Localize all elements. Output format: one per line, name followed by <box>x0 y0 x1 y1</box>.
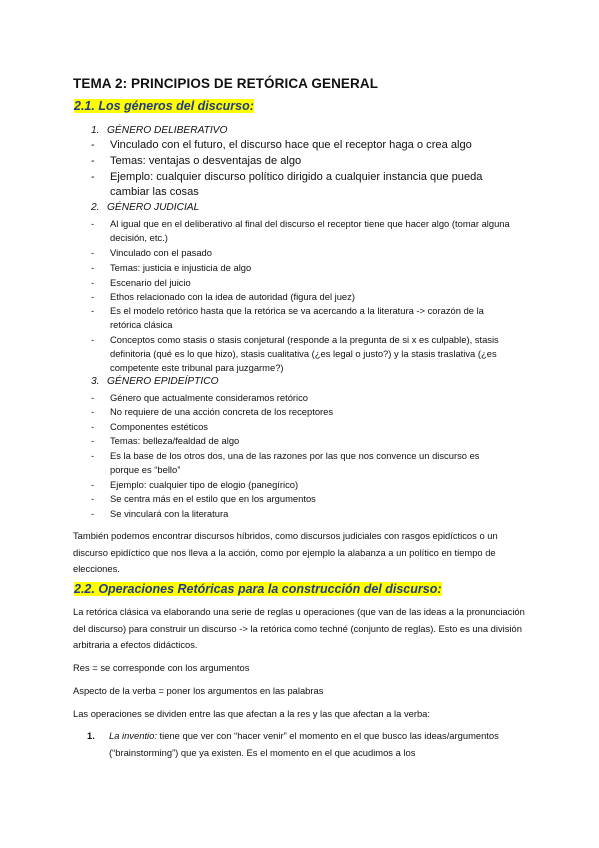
subheading-deliberativo: 1. GÉNERO DELIBERATIVO <box>91 125 228 136</box>
list-item: - Ejemplo: cualquier discurso político dirigido a cualquier instancia que pueda cambiar las cosas <box>91 171 483 198</box>
list-item: - Temas: belleza/fealdad de algo <box>91 435 240 446</box>
paragraph-hybrid: También podemos encontrar discursos híbridos, como discursos judiciales con rasgos epidícticos o un discurso epidíctico que nos lleva a la acción, como por ejemplo la alabanza a un político en tiempo de elecciones. <box>73 530 498 574</box>
list-item: - Es la base de los otros dos, una de las razones por las que nos convence un discurso es porque es “bello” <box>91 450 480 475</box>
list-item: - Género que actualmente consideramos retórico <box>91 392 309 403</box>
list-item: - Vinculado con el futuro, el discurso hace que el receptor haga o crea algo <box>91 139 472 151</box>
list-item: - Vinculado con el pasado <box>91 247 212 258</box>
section-heading-generos: 2.1. Los géneros del discurso: <box>74 99 254 113</box>
list-item: - Es el modelo retórico hasta que la retórica se va acercando a la literatura -> corazón de la retórica clásica <box>91 305 484 330</box>
subheading-epideictico: 3. GÉNERO EPIDEÍPTICO <box>91 376 219 387</box>
list-item: - No requiere de una acción concreta de los receptores <box>91 406 334 417</box>
paragraph-operaciones: Las operaciones se dividen entre las que afectan a la res y las que afectan a la verba: <box>73 708 430 719</box>
page-title: TEMA 2: PRINCIPIOS DE RETÓRICA GENERAL <box>73 76 379 91</box>
paragraph-res: Res = se corresponde con los argumentos <box>73 662 250 673</box>
list-item: - Se vinculará con la literatura <box>91 508 229 519</box>
paragraph-verba: Aspecto de la verba = poner los argumentos en las palabras <box>73 685 324 696</box>
list-item: - Conceptos como stasis o stasis conjetural (responde a la pregunta de si x es culpable), stasis definitoria (qué es lo que hizo), stasis cualitativa (¿es legal o justo?) y la stasis traslativa (¿es competente este tribunal para juzgarme?) <box>91 334 499 373</box>
paragraph-intro: La retórica clásica va elaborando una serie de reglas u operaciones (que van de las ideas a la pronunciación del discurso) para construir un discurso -> la retórica como techné (conjunto de reglas). Esto es una división arbitraria a efectos didácticos. <box>73 606 525 650</box>
section-heading-operaciones: 2.2. Operaciones Retóricas para la construcción del discurso: <box>74 582 442 596</box>
list-item: - Ethos relacionado con la idea de autoridad (figura del juez) <box>91 291 355 302</box>
subheading-judicial: 2. GÉNERO JUDICIAL <box>91 202 200 213</box>
list-item-inventio: 1. La inventio: tiene que ver con “hacer venir” el momento en el que busco las ideas/argumentos (“brainstorming”) que ya existen. Es el momento en el que acudimos a los <box>87 730 499 758</box>
list-item: - Componentes estéticos <box>91 421 208 432</box>
list-item: - Temas: justicia e injusticia de algo <box>91 262 252 273</box>
list-item: - Temas: ventajas o desventajas de algo <box>91 155 302 167</box>
term-inventio: La inventio: <box>109 730 157 741</box>
list-item: - Se centra más en el estilo que en los argumentos <box>91 493 316 504</box>
list-item: - Al igual que en el deliberativo al final del discurso el receptor tiene que hacer algo (tomar alguna decisión, etc.) <box>91 218 510 243</box>
list-item: - Ejemplo: cualquier tipo de elogio (panegírico) <box>91 479 299 490</box>
list-item: - Escenario del juicio <box>91 277 191 288</box>
